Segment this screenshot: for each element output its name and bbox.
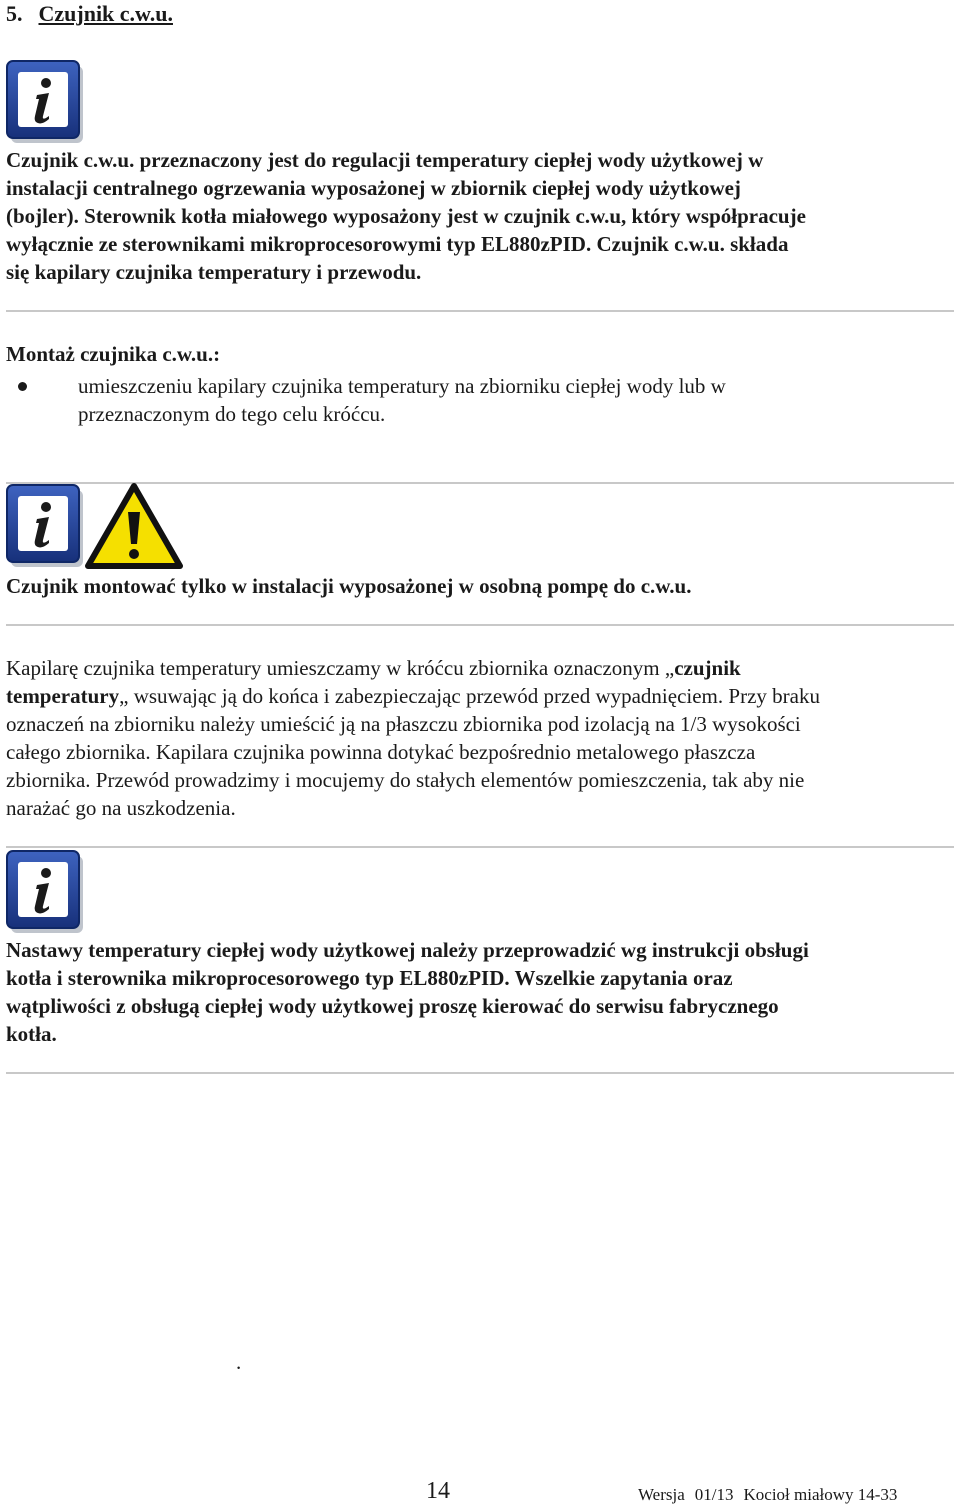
paragraph-line [6,682,954,710]
list-item-line: przeznaczonym do tego celu króćcu. [78,402,386,426]
section-number: 5. [6,1,23,26]
paragraph-line: zbiornika. Przewód prowadzimy i mocujemy do stałych elementów pomieszczenia, tak aby nie [6,768,805,792]
paragraph-line [6,654,954,682]
warning-text: Czujnik montować tylko w instalacji wyposażonej w osobną pompę do c.w.u. [6,574,692,598]
section-heading [6,0,173,28]
capillary-paragraph [6,654,954,822]
warning-triangle-icon [84,482,184,572]
stray-dot: . [236,1350,242,1374]
paragraph-line: narażać go na uszkodzenia. [6,796,236,820]
divider [6,310,954,312]
footer-info [638,1484,897,1506]
paragraph-text: Kapilarę czujnika temperatury umieszczamy w króćcu zbiornika oznaczonym „ [6,656,675,680]
bullet-icon [18,382,27,391]
paragraph-line: kotła i sterownika mikroprocesorowego typ EL880zPID. Wszelkie zapytania oraz [6,966,733,990]
list-item-line: umieszczeniu kapilary czujnika temperatury na zbiorniku ciepłej wody lub w [78,374,726,398]
paragraph-text: „ wsuwając ją do końca i zabezpieczając przewód przed wypadnięciem. Przy braku [119,684,820,708]
product-name: Kocioł miałowy 14-33 [743,1485,898,1504]
version-label: Wersja [638,1485,685,1504]
emphasis-text: czujnik [674,656,741,680]
divider [6,1072,954,1074]
paragraph-line: wątpliwości z obsługą ciepłej wody użytkowej proszę kierować do serwisu fabrycznego [6,994,779,1018]
intro-paragraph [6,146,954,286]
info-icon [6,484,84,568]
intro-line: wyłącznie ze sterownikami mikroprocesorowymi typ EL880zPID. Czujnik c.w.u. składa [6,232,789,256]
section-title: Czujnik c.w.u. [38,1,173,26]
intro-line: się kapilary czujnika temperatury i przewodu. [6,260,422,284]
divider [6,624,954,626]
info-icon [6,60,84,144]
info-icon [6,850,84,934]
intro-line: Czujnik c.w.u. przeznaczony jest do regulacji temperatury ciepłej wody użytkowej w [6,148,764,172]
paragraph-line: oznaczeń na zbiorniku należy umieścić ją na płaszczu zbiornika pod izolacją na 1/3 wysokości [6,712,801,736]
emphasis-text: temperatury [6,684,120,708]
divider [6,846,954,848]
intro-line: (bojler). Sterownik kotła miałowego wyposażony jest w czujnik c.w.u, który współpracuje [6,204,806,228]
paragraph-line: kotła. [6,1022,57,1046]
settings-paragraph [6,936,954,1048]
list-item-text [78,372,954,428]
paragraph-line: Nastawy temperatury ciepłej wody użytkowej należy przeprowadzić wg instrukcji obsługi [6,938,809,962]
paragraph-line: całego zbiornika. Kapilara czujnika powinna dotykać bezpośrednio metalowego płaszcza [6,740,756,764]
page-number: 14 [426,1478,450,1504]
intro-line: instalacji centralnego ogrzewania wyposażonej w zbiornik ciepłej wody użytkowej [6,176,741,200]
version-number: 01/13 [694,1485,734,1504]
list-item [6,372,954,428]
mounting-title: Montaż czujnika c.w.u.: [6,342,221,366]
